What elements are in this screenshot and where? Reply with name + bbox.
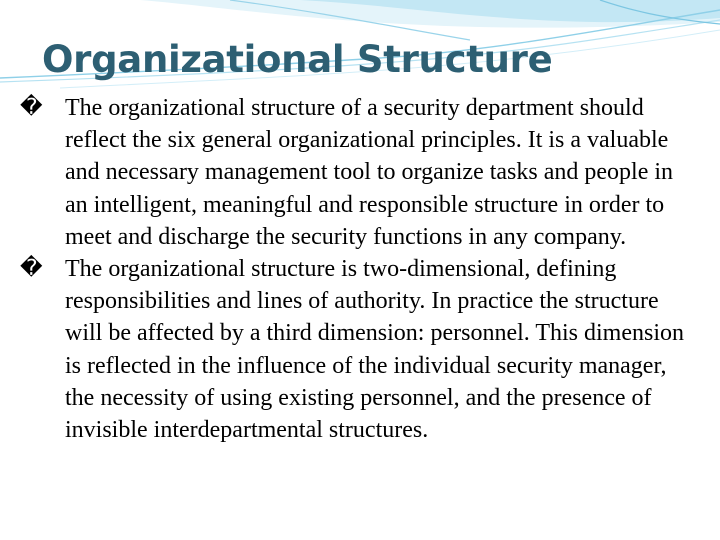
bullet-list	[20, 92, 700, 446]
bullet-text: The organizational structure of a security department should reflect the six general organizational principles. It is a valuable and necessary management tool to organize tasks and people in an intelligent, meaningful and responsible structure in order to meet and discharge the security functions in any company.	[65, 95, 674, 250]
bullet-item	[20, 253, 700, 446]
slide-title: Organizational Structure	[42, 38, 553, 81]
bullet-icon: �	[20, 256, 43, 282]
bullet-text: The organizational structure is two-dimensional, defining responsibilities and lines of authority. In practice the structure will be affected by a third dimension: personnel. This dimension is reflected in the influence of the individual security manager, the necessity of using existing personnel, and the presence of invisible interdepartmental structures.	[65, 256, 684, 444]
bullet-icon: �	[20, 95, 43, 120]
bullet-item	[20, 92, 700, 253]
